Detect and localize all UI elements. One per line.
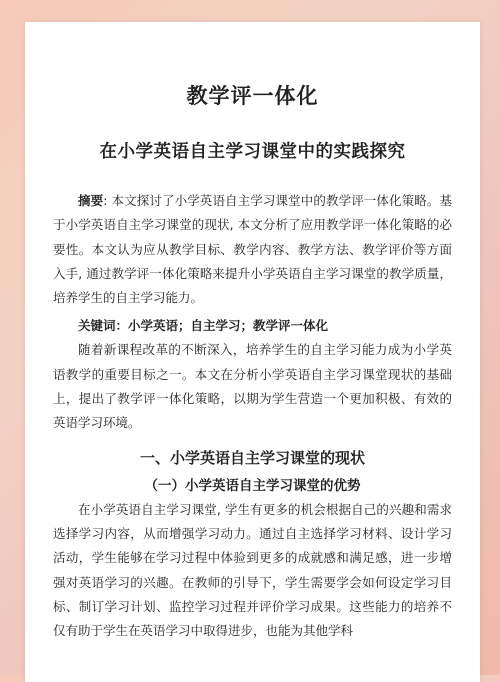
abstract-text: : 本文探讨了小学英语自主学习课堂中的教学评一体化策略。基于小学英语自主学习课堂的现状, 本文分析了应用教学评一体化策略的必要性。本文认为应从教学目标、教学内容、教学方法、教学评价等方面入手, 通过教学评一体化策略来提升小学英语自主学习课堂的教学质量，培养学生的自主学习能力。 xyxy=(53,193,452,306)
keywords-line: 关键词：小学英语；自主学习；教学评一体化 xyxy=(78,318,329,334)
abstract-paragraph xyxy=(53,189,452,310)
section-heading: 一、小学英语自主学习课堂的现状 xyxy=(139,448,365,467)
intro-paragraph: 随着新课程改革的不断深入，培养学生的自主学习能力成为小学英语教学的重要目标之一。本文在分析小学英语自主学习课堂现状的基础上，提出了教学评一体化策略，以期为学生营造一个更加积极、有效的英语学习环境。 xyxy=(53,342,452,431)
document-page xyxy=(25,22,480,682)
subsection-heading: （一）小学英语自主学习课堂的优势 xyxy=(144,477,361,494)
document-title: 教学评一体化 xyxy=(186,84,319,108)
abstract-label: 摘要 xyxy=(78,193,104,208)
body-paragraph: 在小学英语自主学习课堂, 学生有更多的机会根据自己的兴趣和需求选择学习内容，从而增强学习动力。通过自主选择学习材料、设计学习活动，学生能够在学习过程中体验到更多的成就感和满足感，进一步增强对英语学习的兴趣。在教师的引导下，学生需要学会如何设定学习目标、制订学习计划、监控学习过程并评价学习成果。这些能力的培养不仅有助于学生在英语学习中取得进步，也能为其他学科 xyxy=(53,501,452,639)
document-subtitle: 在小学英语自主学习课堂中的实践探究 xyxy=(99,142,406,162)
